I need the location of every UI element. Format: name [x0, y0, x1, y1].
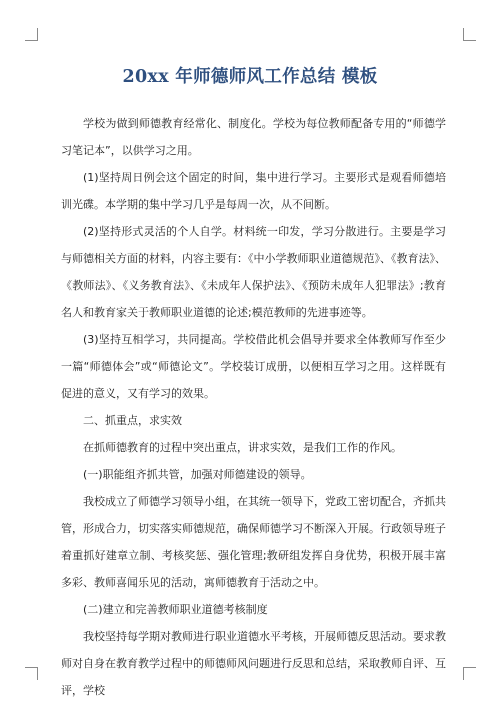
paragraph: (2)坚持形式灵活的个人自学。材料统一印发，学习分散进行。主要是学习与师德相关方面的材料，内容主要有：《中小学教师职业道德规范》、《教育法》、《教师法》、《义务教育法》、《未成年人保护法》、《预防未成年人犯罪法》;教育名人和教育家关于教师职业道德的论述;模范教师的先进事迹等。: [61, 225, 446, 319]
document-body: [61, 110, 446, 704]
subsection-heading: (二)建立和完善教师职业道德考核制度: [83, 603, 268, 616]
crop-mark-bottom-right: [463, 667, 476, 680]
crop-mark-top-right: [463, 28, 476, 41]
paragraph: 学校为做到师德教育经常化、制度化。学校为每位教师配备专用的“师德学习笔记本”，以供学习之用。: [61, 117, 446, 157]
paragraph: 在抓师德教育的过程中突出重点，讲求实效，是我们工作的作风。: [83, 441, 402, 454]
paragraph: 我校坚持每学期对教师进行职业道德水平考核，开展师德反思活动。要求教师对自身在教育教学过程中的师德师风问题进行反思和总结，采取教师自评、互评，学校: [61, 630, 446, 697]
paragraph: (3)坚持互相学习，共同提高。学校借此机会倡导并要求全体教师写作至少一篇“师德体会”或“师德论文”。学校装订成册，以便相互学习之用。这样既有促进的意义，又有学习的效果。: [61, 333, 446, 400]
subsection-heading: (一)职能组齐抓共管，加强对师德建设的领导。: [83, 468, 312, 481]
paragraph: (1)坚持周日例会这个固定的时间，集中进行学习。主要形式是观看师德培训光碟。本学期的集中学习几乎是每周一次，从不间断。: [61, 171, 446, 211]
paragraph: 我校成立了师德学习领导小组，在其统一领导下，党政工密切配合，齐抓共管，形成合力，切实落实师德规范，确保师德学习不断深入开展。行政领导班子着重抓好建章立制、考核奖惩、强化管理;教研组发挥自身优势，积极开展丰富多彩、教师喜闻乐见的活动，寓师德教育于活动之中。: [61, 495, 446, 589]
crop-mark-bottom-left: [25, 667, 38, 680]
document-title: 20xx 年师德师风工作总结 模板: [122, 67, 378, 87]
section-heading: 二、抓重点，求实效: [83, 414, 182, 427]
crop-mark-top-left: [25, 28, 38, 41]
